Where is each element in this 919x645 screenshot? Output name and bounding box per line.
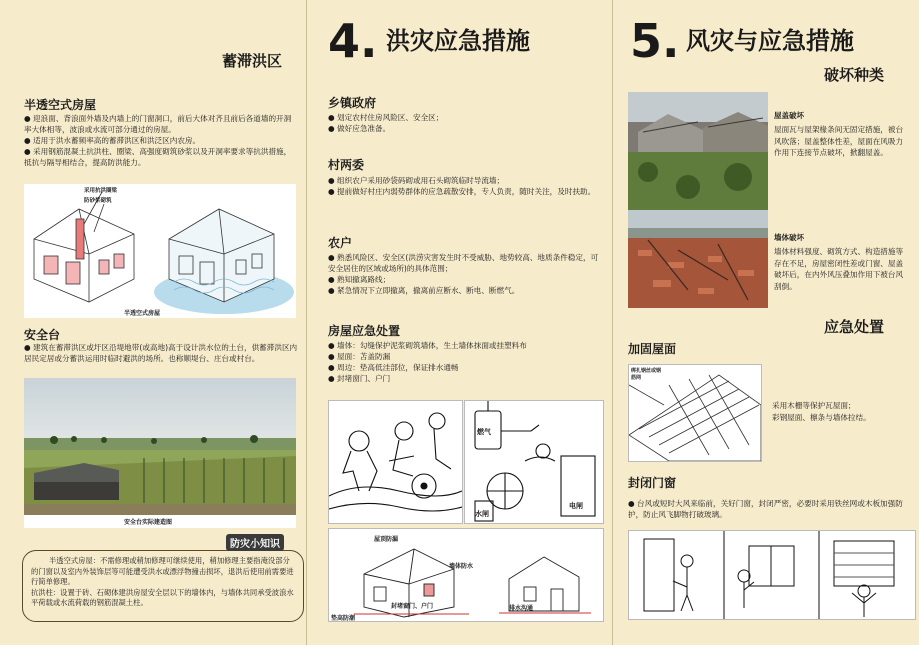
farmer-title: 农户 [328, 236, 353, 250]
township-title: 乡镇政府 [328, 96, 377, 110]
house-diagram-icon [24, 184, 296, 318]
evacuation-people-icon [329, 401, 462, 523]
tip-tag: 防灾小知识 [226, 534, 284, 551]
figure-caption: 安全台实际建造图 [124, 519, 173, 526]
label-raise-base: 垫高防潮 [331, 615, 356, 622]
semi-open-house-text: ● 迎浪面、背浪面外墙及内墙上的门窗洞口，前后大体对齐且前后各道墙的开洞率大体相等，波浪或水流可部分通过的房屋。 ● 适用于洪水蓄频率高的蓄滞洪区和洪泛区内农房。 ● 采用钢筋混凝土抗洪柱、圈梁、高强度砌筑砂浆以及开洞率要求等抗洪措施，抵抗与隔导相结合，提高防洪能力。 [24, 114, 292, 167]
column-flood-storage [0, 0, 306, 645]
collapsed-wall-photo-icon [628, 210, 768, 308]
semi-open-house-title: 半透空式房屋 [24, 98, 97, 112]
seal-windows-title: 封闭门窗 [628, 476, 677, 490]
house-emergency-text: ● 墙体：勾缝保护泥浆砌筑墙体，生土墙体抹面或挂塑料布 ● 屋面：苫盖防漏 ● 周边：垫高低洼部位，保证排水通畅 ● 封堵窗门、户门 [328, 341, 527, 383]
power-switch-label: 电闸 [569, 502, 583, 510]
figure-caption: 半透空式房屋 [124, 310, 161, 317]
label-drainage: 排水沟通 [509, 605, 534, 612]
house-protection-icon [329, 529, 603, 621]
damage-types-heading: 破坏种类 [824, 66, 885, 84]
label-roof-leakproof: 屋顶防漏 [374, 536, 399, 543]
label-seal-doors: 封堵窗门、户门 [391, 603, 434, 610]
safety-platform-title: 安全台 [24, 328, 61, 342]
reinforce-roof-text: 采用木栅等保护瓦屋面； 彩钢屋面、檩条与墙体拉结。 [772, 401, 871, 422]
section-title: 风灾与应急措施 [686, 27, 854, 55]
section-title: 洪灾应急措施 [386, 27, 530, 55]
village-committee-title: 村两委 [328, 158, 365, 172]
column-flood-emergency [306, 0, 612, 645]
diagram-label-mortar: 防砂浆砌筑 [84, 198, 112, 204]
roof-damage-text: 屋面瓦与屋架椽条间无固定措施，被台风吹落；屋盖整体性差，屋面在风吸力作用下连接节点破坏，掀翻屋盖。 [774, 125, 904, 157]
disaster-tip-box [22, 550, 304, 622]
section-number: 5. [630, 14, 680, 68]
semi-open-house-figure [24, 184, 296, 318]
wall-damage-text: 墙体材料强度、砌筑方式、构造措施等存在不足，房屋密闭性差或门窗、屋盖破坏后，在内外风压叠加作用下被台风刮倒。 [774, 247, 904, 291]
water-valve-label: 水闸 [475, 510, 489, 518]
seal-windows-text: ● 台风或短时大风来临前，关好门窗，封闭严密，必要时采用铁丝网或木板加强防护，防止风飞脚物打破玻璃。 [628, 499, 903, 519]
section-number: 4. [328, 14, 378, 68]
diagram-label-ring-beam: 采用抗洪圈梁 [84, 188, 118, 194]
evacuation-comic [328, 400, 463, 524]
roof-diagram-label: 绑扎钢丝或钢筋网 [631, 368, 662, 381]
closing-windows-icon [629, 531, 915, 619]
safety-platform-text: ● 建筑在蓄滞洪区或圩区沿堤地带(或高地)高于设计洪水位的土台，供蓄滞洪区内居民定居或分蓄洪运用时临时避洪的场所。也称顺堤台、庄台或村台。 [24, 343, 298, 363]
house-protection-diagram [328, 528, 604, 622]
wall-damage-photo [628, 210, 768, 308]
label-wall-waterproof: 墙体防水 [449, 563, 474, 570]
reinforce-roof-diagram [628, 364, 762, 462]
farmer-text: ● 熟悉风险区、安全区(洪涝灾害发生时不受威胁、地势较高、地质条件稳定，可安全居住的区域或场所)的具体范围； ● 熟知撤离路线； ● 紧急情况下立即撤离，撤离前应断水、断电、断燃气。 [328, 253, 599, 295]
tip-text: 半透空式房屋：不需修理或稍加修理可继续使用，稍加修理主要指淹没部分的门窗以及室内外装饰层等可能遭受洪水或漂浮物撞击损坏，退洪后使用前需要进行简单修理。 抗洪柱：设置于砖、石砌体建洪房屋安全层以下的墙体内，与墙体共同承受波浪水平荷载或水流荷载的钢筋混凝土柱。 [31, 556, 294, 607]
column-wind-emergency [612, 0, 919, 645]
roof-damage-photo [628, 92, 768, 212]
village-committee-text: ● 组织农户采用砂袋码砌或用石头砌筑临时导流墙； ● 提前做好村庄内弱势群体的应急疏散安排，专人负责，随时关注，及时扶助。 [328, 176, 596, 196]
seal-windows-comic [628, 530, 916, 620]
section-heading: 蓄滞洪区 [222, 52, 283, 70]
house-emergency-title: 房屋应急处置 [328, 324, 401, 338]
safety-platform-photo [24, 378, 296, 528]
damaged-roof-photo-icon [628, 92, 768, 212]
landscape-photo-icon [24, 378, 296, 528]
wall-damage-title: 墙体破坏 [774, 233, 804, 242]
emergency-response-heading: 应急处置 [824, 318, 885, 336]
reinforce-roof-title: 加固屋面 [628, 342, 677, 356]
township-text: ● 划定农村住房风险区、安全区； ● 做好应急准备。 [328, 113, 444, 133]
gas-label: 燃气 [477, 428, 491, 436]
utility-shutoff-comic [464, 400, 604, 524]
roof-damage-title: 屋盖破坏 [774, 111, 804, 120]
